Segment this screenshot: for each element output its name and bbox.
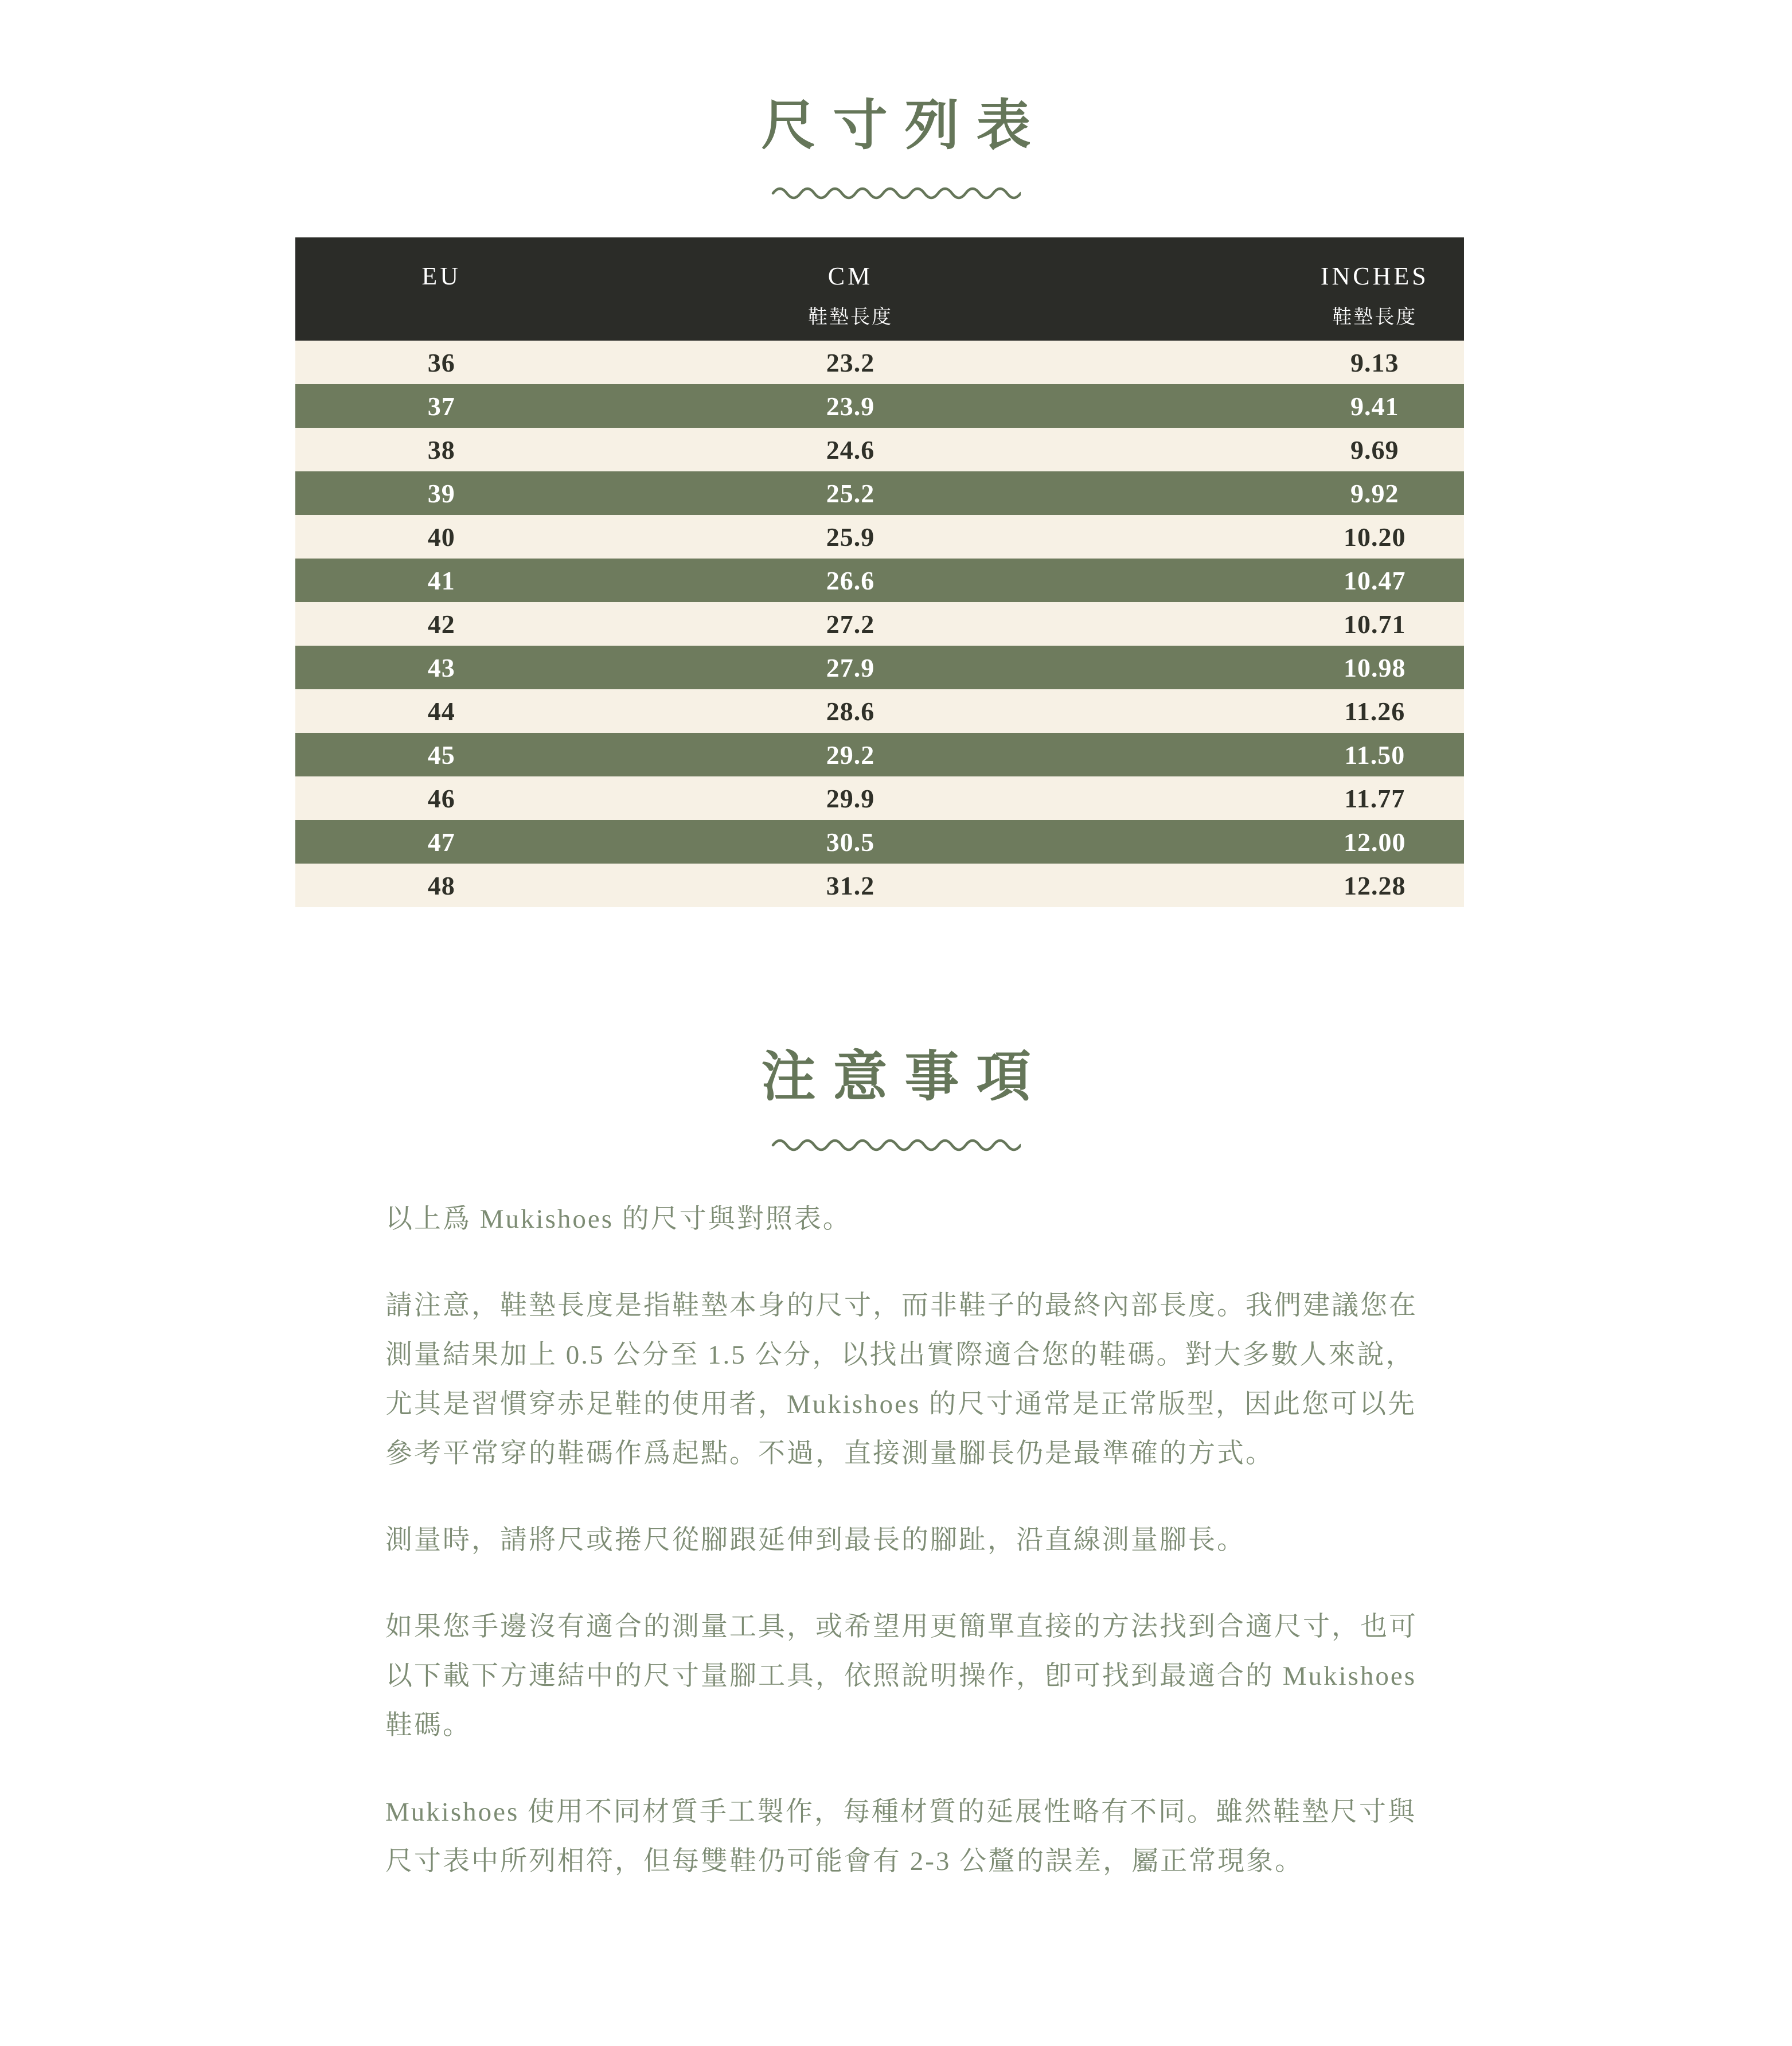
cell-eu: 38 <box>427 435 455 464</box>
cell-cm: 28.6 <box>826 696 875 726</box>
column-header-inches-label: INCHES <box>1320 262 1429 291</box>
cell-cm: 23.2 <box>826 347 875 377</box>
column-header-inches <box>1114 237 1464 341</box>
table-row <box>295 471 1464 515</box>
size-list-title: 尺寸列表 <box>761 95 1048 156</box>
size-table-header <box>295 237 1464 341</box>
cell-inches: 11.26 <box>1344 696 1406 726</box>
cell-eu: 42 <box>427 609 455 639</box>
table-row <box>295 864 1464 907</box>
column-header-cm <box>588 237 1114 341</box>
cell-cm: 30.5 <box>826 827 875 857</box>
column-header-eu <box>295 237 588 341</box>
cell-inches: 10.98 <box>1344 653 1406 682</box>
cell-cm: 24.6 <box>826 435 875 464</box>
cell-eu: 48 <box>427 870 455 900</box>
cell-inches: 10.20 <box>1344 522 1406 552</box>
cell-eu: 39 <box>427 478 455 508</box>
column-header-cm-label: CM <box>827 262 873 291</box>
notes-paragraph: 請注意，鞋墊長度是指鞋墊本身的尺寸，而非鞋子的最終內部長度。我們建議您在測量結果加上 0.5 公分至 1.5 公分，以找出實際適合您的鞋碼。對大多數人來說，尤其是習慣穿赤足鞋的使用者，Mukishoes 的尺寸通常是正常版型，因此您可以先參考平常穿的鞋碼作爲起點。不過，直接測量腳長仍是最準確的方式。 <box>385 1290 1418 1469</box>
column-header-cm-sublabel: 鞋墊長度 <box>808 306 893 329</box>
size-table <box>295 237 1464 907</box>
cell-cm: 27.9 <box>826 653 875 682</box>
cell-inches: 10.71 <box>1344 609 1406 639</box>
size-table-body <box>295 341 1464 907</box>
table-row <box>295 776 1464 820</box>
notes-paragraph: 測量時，請將尺或捲尺從腳跟延伸到最長的腳趾，沿直線測量腳長。 <box>385 1525 1246 1555</box>
cell-eu: 40 <box>427 522 455 552</box>
cell-eu: 43 <box>427 653 455 682</box>
table-row <box>295 646 1464 689</box>
cell-inches: 10.47 <box>1344 565 1406 595</box>
cell-inches: 9.92 <box>1350 478 1399 508</box>
cell-eu: 44 <box>427 696 455 726</box>
notes-title: 注意事項 <box>761 1047 1048 1108</box>
cell-inches: 11.77 <box>1344 783 1406 813</box>
table-row <box>295 341 1464 384</box>
notes-section <box>0 1046 1792 1885</box>
cell-inches: 11.50 <box>1344 740 1406 770</box>
cell-eu: 47 <box>427 827 455 857</box>
cell-cm: 27.2 <box>826 609 875 639</box>
cell-eu: 36 <box>427 347 455 377</box>
column-header-eu-label: EU <box>421 262 462 291</box>
notes-paragraph: Mukishoes 使用不同材質手工製作，每種材質的延展性略有不同。雖然鞋墊尺寸與尺寸表中所列相符，但每雙鞋仍可能會有 2-3 公釐的誤差，屬正常現象。 <box>385 1797 1417 1876</box>
column-header-eu-sublabel <box>295 301 588 321</box>
cell-inches: 9.69 <box>1350 435 1399 464</box>
notes-paragraphs <box>385 1194 1418 1886</box>
cell-inches: 12.28 <box>1344 870 1406 900</box>
cell-cm: 31.2 <box>826 870 875 900</box>
wavy-divider-icon <box>771 1137 1021 1151</box>
table-row <box>295 515 1464 559</box>
cell-cm: 25.9 <box>826 522 875 552</box>
notes-paragraph: 以上爲 Mukishoes 的尺寸與對照表。 <box>385 1204 852 1234</box>
table-row <box>295 820 1464 864</box>
wavy-divider-icon <box>771 185 1021 200</box>
column-header-inches-sublabel: 鞋墊長度 <box>1332 306 1418 329</box>
table-row <box>295 428 1464 471</box>
cell-inches: 9.13 <box>1350 347 1399 377</box>
cell-eu: 41 <box>427 565 455 595</box>
table-header-row <box>295 237 1464 341</box>
table-row <box>295 384 1464 428</box>
cell-eu: 46 <box>427 783 455 813</box>
notes-paragraph: 如果您手邊沒有適合的測量工具，或希望用更簡單直接的方法找到合適尺寸，也可以下載下方連結中的尺寸量腳工具，依照說明操作，卽可找到最適合的 Mukishoes 鞋碼。 <box>385 1611 1418 1740</box>
cell-eu: 45 <box>427 740 455 770</box>
cell-cm: 25.2 <box>826 478 875 508</box>
table-row <box>295 733 1464 776</box>
cell-inches: 9.41 <box>1350 391 1399 421</box>
cell-cm: 26.6 <box>826 565 875 595</box>
table-row <box>295 602 1464 646</box>
cell-eu: 37 <box>427 391 455 421</box>
cell-cm: 23.9 <box>826 391 875 421</box>
table-row <box>295 689 1464 733</box>
cell-cm: 29.2 <box>826 740 875 770</box>
table-row <box>295 559 1464 602</box>
cell-cm: 29.9 <box>826 783 875 813</box>
cell-inches: 12.00 <box>1344 827 1406 857</box>
